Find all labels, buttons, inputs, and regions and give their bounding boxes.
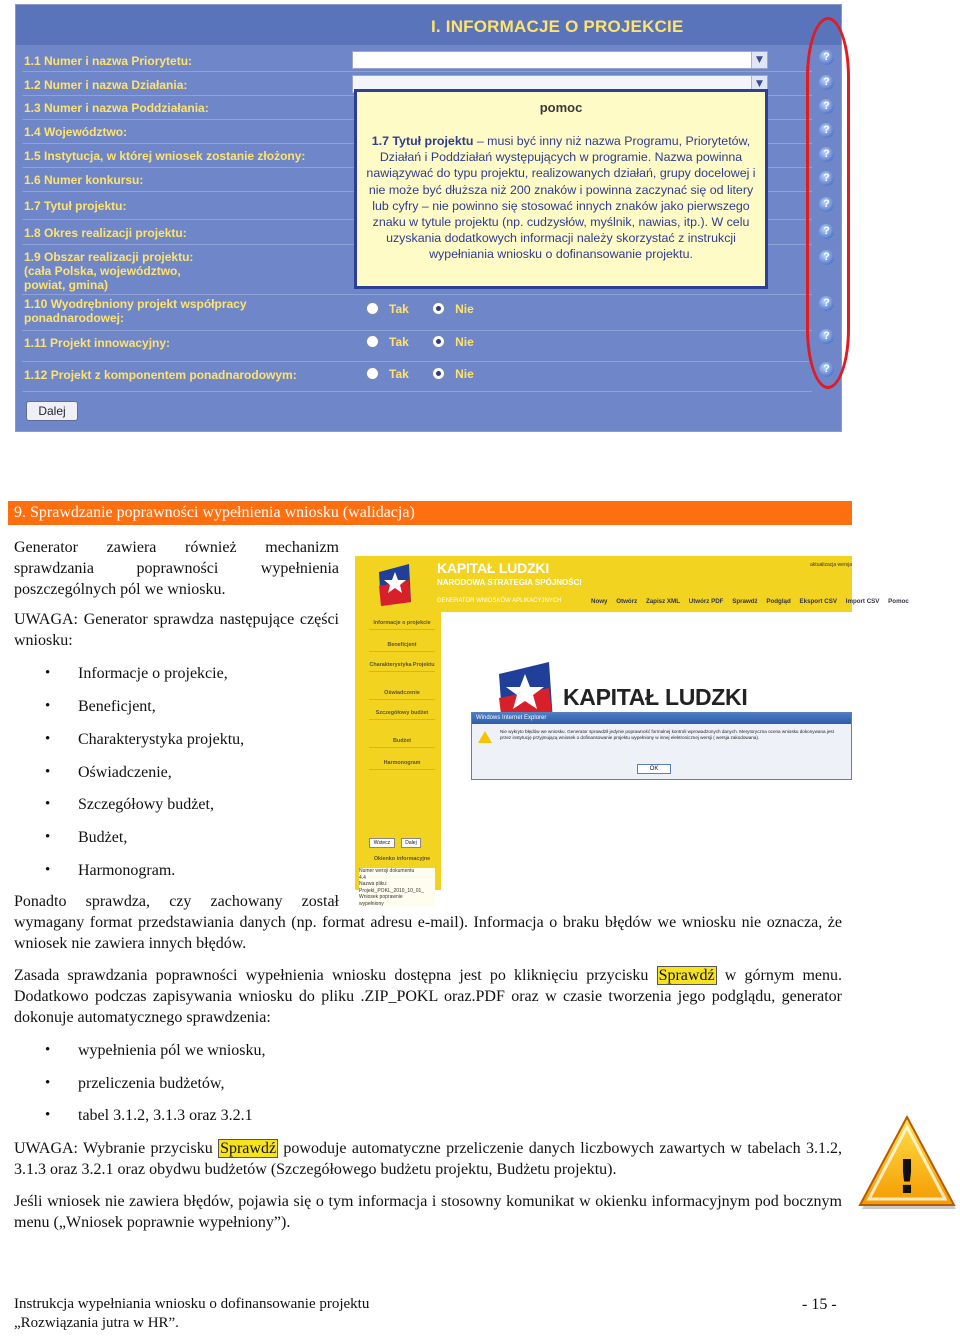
radio-group-cooperation <box>366 301 494 316</box>
info-line: Nazwa pliku: <box>359 881 388 887</box>
flag-logo-icon <box>375 562 415 608</box>
list-item: • wypełnienia pól we wniosku, <box>78 1040 266 1061</box>
app-brand-sub: NARODOWA STRATEGIA SPÓJNOŚCI <box>437 578 582 587</box>
radio-yes[interactable] <box>366 335 379 348</box>
dialog-title: Windows Internet Explorer <box>472 713 851 724</box>
help-icon[interactable]: ? <box>819 362 834 377</box>
help-icon[interactable]: ? <box>819 224 834 239</box>
warning-icon <box>857 1113 957 1213</box>
footer-subtitle: „Rozwiązania jutra w HR”. <box>14 1315 179 1331</box>
warning-icon <box>478 731 492 743</box>
divider <box>22 71 812 72</box>
field-label-action: 1.2 Numer i nazwa Działania: <box>24 78 188 92</box>
menu-check[interactable]: Sprawdź <box>732 598 758 605</box>
field-label-institution: 1.5 Instytucja, w której wniosek zostanie złożony: <box>24 149 306 163</box>
radio-group-innovative <box>366 334 494 349</box>
check-button-reference: Sprawdź <box>658 967 715 984</box>
field-label-cooperation: 1.10 Wyodrębniony projekt współpracy <box>24 297 247 311</box>
field-label-cooperation-2: ponadnarodowej: <box>24 311 124 325</box>
help-popup <box>354 89 768 289</box>
help-icon[interactable]: ? <box>819 329 834 344</box>
field-label-priority: 1.1 Numer i nazwa Priorytetu: <box>24 54 193 68</box>
radio-no-label: Nie <box>455 366 474 381</box>
divider <box>22 361 812 362</box>
note-paragraph <box>14 1138 842 1180</box>
radio-no-label: Nie <box>455 301 474 316</box>
chevron-down-icon[interactable]: ▼ <box>751 76 767 92</box>
radio-yes[interactable] <box>366 302 379 315</box>
field-label-contest: 1.6 Numer konkursu: <box>24 173 144 187</box>
sidebar-item-budget[interactable]: Budżet <box>369 738 435 748</box>
sidebar-item-characteristics[interactable]: Charakterystyka Projektu <box>369 662 435 672</box>
menu-import-csv[interactable]: Import CSV <box>845 598 880 605</box>
scope-text: Zasada sprawdzania poprawności wypełnienia wniosku dostępna jest po kliknięciu przycisku <box>14 967 657 984</box>
form-header <box>16 5 841 45</box>
menu-new[interactable]: Nowy <box>591 598 608 605</box>
field-label-innovative: 1.11 Projekt innowacyjny: <box>24 336 171 350</box>
info-line: Numer wersji dokumentu <box>359 868 415 874</box>
form-title: I. INFORMACJE O PROJEKCIE <box>431 17 684 36</box>
footer-title: Instrukcja wypełniania wniosku o dofinansowanie projektu <box>14 1296 370 1312</box>
final-paragraph: Jeśli wniosek nie zawiera błędów, pojawia się o tym informacja i stosowny komunikat w okienku informacyjnym pod bocznym menu („Wniosek poprawnie wypełniony”). <box>14 1193 842 1231</box>
info-box-heading: Okienko informacyjne <box>373 856 431 862</box>
list-item: • Beneficjent, <box>78 696 156 717</box>
app-big-title: KAPITAŁ LUDZKI <box>563 684 748 710</box>
next-button[interactable]: Dalej <box>26 401 78 421</box>
menu-create-pdf[interactable]: Utwórz PDF <box>688 598 724 605</box>
sidebar-item-declaration[interactable]: Oświadczenie <box>369 690 435 700</box>
help-icon[interactable]: ? <box>819 197 834 212</box>
field-label-title: 1.7 Tytuł projektu: <box>24 199 127 213</box>
info-line: Projekt_POKL_2010_10_01_ <box>359 887 425 894</box>
highlight-oval <box>806 17 850 389</box>
info-box <box>359 868 435 907</box>
field-label-transnational: 1.12 Projekt z komponentem ponadnarodowym: <box>24 368 297 382</box>
help-icon[interactable]: ? <box>819 171 834 186</box>
radio-group-transnational <box>366 366 494 381</box>
info-line: 4.4 <box>359 874 366 881</box>
message-dialog <box>471 712 852 780</box>
list-item: • przeliczenia budżetów, <box>78 1073 224 1094</box>
sidebar-item-detailed-budget[interactable]: Szczegółowy budżet <box>369 710 435 720</box>
help-icon[interactable]: ? <box>819 50 834 65</box>
section-header <box>8 501 852 525</box>
info-line: wypełniony <box>359 900 384 907</box>
menu-export-csv[interactable]: Eksport CSV <box>799 598 837 605</box>
menu-preview[interactable]: Podgląd <box>766 598 791 605</box>
version-info: aktualizacja wersja <box>810 562 852 568</box>
ok-button[interactable]: OK <box>637 764 671 774</box>
format-line-1: Ponadto sprawdza, czy zachowany został <box>14 893 339 910</box>
note-label: UWAGA <box>14 1140 74 1157</box>
app-screenshot <box>355 556 909 907</box>
app-menu <box>591 598 916 605</box>
list-item: • Informacje o projekcie, <box>78 663 228 684</box>
radio-no[interactable] <box>432 367 445 380</box>
radio-no[interactable] <box>432 302 445 315</box>
menu-save-xml[interactable]: Zapisz XML <box>645 598 680 605</box>
app-sidebar <box>355 612 441 907</box>
field-label-subaction: 1.3 Numer i nazwa Poddziałania: <box>24 101 209 115</box>
check-button-reference: Sprawdź <box>220 1140 277 1157</box>
field-label-period: 1.8 Okres realizacji projektu: <box>24 226 187 240</box>
warning-paragraph <box>14 609 339 651</box>
help-popup-body <box>357 133 765 263</box>
divider <box>22 294 812 295</box>
note-text-2: powoduje automatyczne przeliczenie danych liczbowych zawartych w tabelach 3.1.2, 3.1.3 oraz 3.2.1 oraz obydwu budżetów (Szczegółowego budżetu projektu, Budżetu projektu). <box>14 1140 842 1178</box>
chevron-down-icon[interactable]: ▼ <box>751 52 767 68</box>
warning-glyph: ! <box>896 1150 918 1204</box>
format-paragraph: wymagany format przedstawiania danych (np. format adresu e-mail). Informacja o braku błędów we wniosku nie oznacza, że wniosek nie zawiera innych błędów. <box>14 914 842 952</box>
note-text: : Wybranie przycisku <box>73 1140 219 1157</box>
help-popup-heading: pomoc <box>539 100 583 115</box>
back-button[interactable]: Wstecz <box>369 838 395 848</box>
warning-text: Generator sprawdza następujące części wniosku: <box>14 611 339 649</box>
field-label-area-note1: (cała Polska, województwo, <box>24 264 181 278</box>
scope-text-2: w górnym menu. Dodatkowo podczas zapisywania wniosku do pliku .ZIP_POKL oraz.PDF oraz w czasie tworzenia jego podglądu, generator dokonuje automatycznego sprawdzenia: <box>14 967 842 1026</box>
field-label-voivodeship: 1.4 Województwo: <box>24 125 128 139</box>
list-item: • Szczegółowy budżet, <box>78 794 214 815</box>
radio-yes-label: Tak <box>389 301 409 316</box>
menu-help[interactable]: Pomoc <box>888 598 909 605</box>
priority-select[interactable] <box>352 51 768 69</box>
warning-label: UWAGA: <box>14 611 78 628</box>
radio-no[interactable] <box>432 335 445 348</box>
list-item: • Harmonogram. <box>78 860 175 881</box>
field-label-area-note2: powiat, gmina) <box>24 278 108 292</box>
section-title: 9. Sprawdzanie poprawności wypełnienia wniosku (walidacja) <box>14 504 415 521</box>
app-brand-sub2: GENERATOR WNIOSKÓW APLIKACYJNYCH <box>437 598 562 604</box>
info-line: Wniosek poprawnie <box>359 894 403 900</box>
help-popup-field-name: 1.7 Tytuł projektu <box>371 134 474 148</box>
intro-paragraph: Generator zawiera również mechanizm sprawdzania poprawności wypełnienia poszczególnych pól we wniosku. <box>14 539 339 598</box>
page-number: - 15 - <box>802 1296 837 1313</box>
menu-open[interactable]: Otwórz <box>616 598 638 605</box>
help-icon[interactable]: ? <box>819 99 834 114</box>
list-item: • Oświadczenie, <box>78 762 172 783</box>
sidebar-item-beneficiary[interactable]: Beneficjent <box>369 642 435 652</box>
help-icon[interactable]: ? <box>819 250 834 265</box>
next-button[interactable]: Dalej <box>401 838 421 848</box>
divider <box>22 330 812 331</box>
help-icon[interactable]: ? <box>819 123 834 138</box>
radio-yes-label: Tak <box>389 334 409 349</box>
list-item: • tabel 3.1.2, 3.1.3 oraz 3.2.1 <box>78 1105 253 1126</box>
radio-yes-label: Tak <box>389 366 409 381</box>
scope-paragraph <box>14 965 842 1028</box>
help-icon[interactable]: ? <box>819 296 834 311</box>
list-item: • Charakterystyka projektu, <box>78 729 244 750</box>
radio-yes[interactable] <box>366 367 379 380</box>
help-icon[interactable]: ? <box>819 75 834 90</box>
list-item: • Budżet, <box>78 827 127 848</box>
form-screenshot <box>15 4 842 432</box>
radio-no-label: Nie <box>455 334 474 349</box>
dialog-text: Nie wykryto błędów we wniosku. Generator sprawdził jedynie poprawność formalnej kontroli wprowadzonych danych. Merytoryczna ocena wniosku dokonywana jest przez instytucję przyjmującą wniosek o dofinansowanie projektu wypełniony w innej elektronicznej wersji ( wersja zakodowana). <box>500 729 834 740</box>
divider <box>22 391 812 392</box>
sidebar-item-schedule[interactable]: Harmonogram <box>369 760 435 770</box>
help-popup-text: – musi być inny niż nazwa Programu, Priorytetów, Działań i Poddziałań występujących w programie. Nazwa powinna nawiązywać do typu projektu, realizowanych działań, grupy docelowej i nie może być dłuższa niż 200 znaków i powinna zaczynać się od litery lub cyfry – nie powinno się stosować innych znaków jako pierwszego znaku w tytule projektu (np. cudzysłów, myślnik, nawias, itp.). W celu uzyskania dodatkowych informacji należy skorzystać z instrukcji wypełniania wniosku o dofinansowanie projektu. <box>366 134 756 262</box>
help-icon[interactable]: ? <box>819 147 834 162</box>
field-label-area: 1.9 Obszar realizacji projektu: <box>24 250 194 264</box>
sidebar-item-project-info[interactable]: Informacje o projekcie <box>369 620 435 630</box>
app-brand: KAPITAŁ LUDZKI <box>437 560 550 576</box>
